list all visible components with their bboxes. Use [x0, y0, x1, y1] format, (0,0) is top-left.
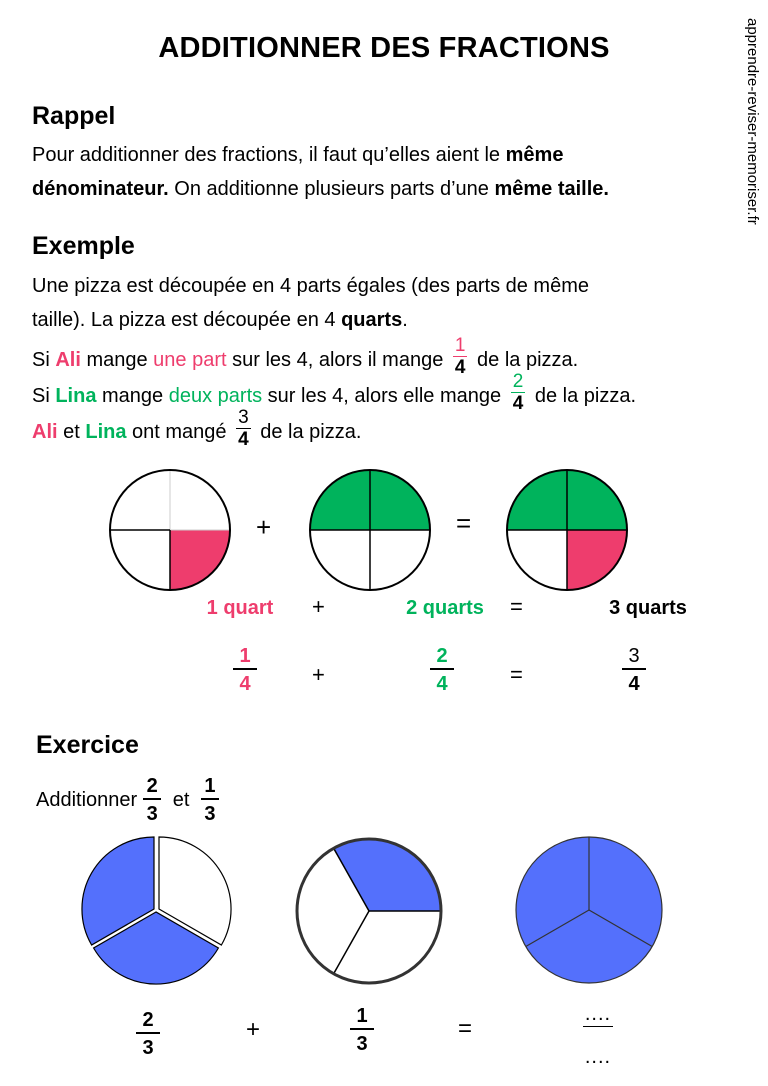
fraction-numerator: 3 [628, 645, 640, 667]
exemple-text: sur les 4, alors il mange [226, 348, 449, 371]
exemple-text: . [402, 309, 408, 331]
rappel-line-1 [32, 138, 563, 172]
fraction-two-quarters [511, 372, 526, 413]
fraction-numerator: 2 [436, 645, 448, 667]
name-lina: Lina [55, 384, 97, 407]
fraction-three-quarters [236, 408, 251, 449]
pie-two-thirds [82, 837, 231, 984]
fraction-denominator: 3 [204, 803, 216, 825]
plus-sign: + [312, 594, 325, 619]
exemple-text: mange [96, 384, 169, 407]
page-title: ADDITIONNER DES FRACTIONS [158, 32, 610, 64]
exemple-text: de la pizza. [529, 384, 636, 407]
fraction-two-thirds [137, 776, 167, 824]
exemple-bold: quarts [341, 309, 403, 331]
equals-sign: = [456, 508, 472, 538]
exercice-text: Additionner [36, 789, 138, 811]
fraction-numerator: 1 [454, 335, 466, 356]
exercice-heading: Exercice [36, 731, 139, 759]
rappel-bold: même [505, 144, 564, 166]
exemple-text: et [57, 420, 86, 443]
rappel-text: Pour additionner des fractions, il faut qu’elles aient le [32, 144, 506, 166]
name-lina: Lina [85, 420, 127, 443]
exemple-line-total [32, 407, 362, 453]
fraction-denominator: 4 [628, 673, 640, 695]
word-two-quarters: 2 quarts [406, 597, 484, 619]
exemple-line-lina [32, 371, 636, 417]
exercice-text: et [167, 789, 195, 811]
pizza-two-quarters [310, 470, 430, 590]
exemple-text: taille). La pizza est découpée en 4 [32, 309, 342, 331]
fraction-denominator: 3 [142, 1037, 154, 1059]
fraction-numerator: 2 [512, 371, 524, 392]
equals-sign: = [458, 1015, 473, 1042]
exercise-pie-diagrams [0, 830, 768, 990]
rappel-bold: même taille. [494, 178, 609, 200]
exemple-heading: Exemple [32, 232, 135, 260]
exemple-text: mange [80, 348, 154, 371]
fraction-denominator: 3 [146, 803, 158, 825]
name-ali: Ali [55, 348, 81, 371]
fraction-one-third [195, 776, 225, 824]
pizza-three-quarters [507, 470, 627, 590]
exercice-instruction [36, 776, 225, 824]
fraction-denominator: 4 [454, 357, 466, 378]
fraction-denominator: 3 [356, 1033, 368, 1055]
exemple-text: de la pizza. [254, 420, 362, 443]
plus-sign: + [312, 662, 325, 687]
name-ali: Ali [32, 420, 58, 443]
exemple-line-ali [32, 335, 579, 381]
exemple-text: Si [32, 348, 56, 371]
fraction-numerator: 3 [238, 407, 249, 428]
plus-sign: + [256, 512, 272, 542]
pizza-one-quarter [110, 470, 230, 590]
answer-numerator: .... [584, 1003, 612, 1025]
rappel-text: On additionne plusieurs parts d’une [168, 178, 495, 200]
word-one-quarter: 1 quart [206, 597, 274, 619]
exemple-text: Si [32, 384, 56, 407]
fraction-one-quarter [453, 336, 468, 377]
ali-part: une part [153, 348, 227, 371]
fraction-numerator: 1 [356, 1005, 368, 1027]
website-watermark: apprendre-reviser-memoriser.fr [744, 18, 761, 225]
fraction-one-third [342, 1006, 382, 1054]
exemple-line-2 [32, 303, 408, 337]
answer-fraction [578, 1004, 618, 1067]
fraction-numerator: 1 [239, 645, 251, 667]
fraction-denominator: 4 [238, 429, 249, 450]
fraction-denominator: 4 [239, 673, 251, 695]
pie-slice-blue [334, 839, 442, 911]
equals-sign: = [510, 662, 523, 687]
pie-full [516, 837, 662, 983]
exemple-text: ont mangé [126, 420, 233, 443]
fraction-numerator: 2 [146, 775, 158, 797]
answer-denominator: .... [584, 1046, 612, 1068]
equals-sign: = [510, 594, 523, 619]
fraction-numerator: 1 [204, 775, 216, 797]
fraction-numerator: 2 [142, 1009, 154, 1031]
fraction-one-quarter [225, 646, 265, 694]
fraction-two-quarters [422, 646, 462, 694]
fraction-denominator: 4 [436, 673, 448, 695]
exemple-text: sur les 4, alors elle mange [262, 384, 507, 407]
rappel-heading: Rappel [32, 102, 116, 130]
rappel-bold: dénominateur. [32, 178, 169, 200]
pie-one-third [297, 839, 441, 983]
exemple-text: de la pizza. [471, 348, 579, 371]
exemple-line-1: Une pizza est découpée en 4 parts égales (des parts de même [32, 275, 589, 297]
pizza-diagrams [0, 460, 768, 610]
rappel-line-2 [32, 172, 609, 206]
fraction-two-thirds [128, 1010, 168, 1058]
fraction-denominator: 4 [512, 393, 524, 414]
fraction-three-quarters [614, 646, 654, 694]
lina-parts: deux parts [168, 384, 263, 407]
plus-sign: + [246, 1016, 261, 1043]
word-three-quarters: 3 quarts [609, 597, 687, 619]
